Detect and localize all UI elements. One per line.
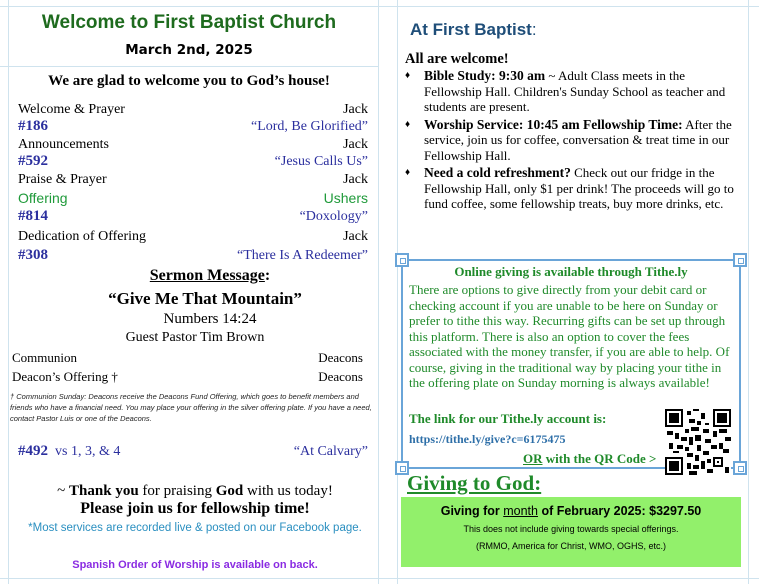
spanish-note: Spanish Order of Worship is available on back. [72,559,318,571]
sermon-heading: Sermon Message: [149,267,271,284]
order-item-hymn-308 [18,247,368,264]
recorded-note: *Most services are recorded live & posted on our Facebook page. [28,522,362,534]
hymn-title: “Doxology” [299,209,368,224]
order-item-label: Dedication of Offering [18,229,147,244]
hymn-number: #308 [18,247,48,263]
order-item-hymn-814 [18,208,368,225]
diamond-bullet-icon: ♦ [405,70,411,81]
order-item-label: Praise & Prayer [18,172,107,187]
monthly-giving-total: Giving for month of February 2025: $3297.50 [440,504,702,518]
order-item-deacons-offering [12,368,363,385]
list-item: ♦ Need a cold refreshment? Check out our fridge in the Fellowship Hall, only $1 per drink! The proceeds will go to fund coffee, some fellowship treats, buy more drinks, etc. [405,165,734,211]
sermon-pastor: Guest Pastor Tim Brown [125,330,265,345]
tithely-link[interactable]: https://tithe.ly/give?c=6175475 [409,432,566,446]
order-item-leader: Deacons [318,369,363,384]
link-heading: The link for our Tithe.ly account is: [409,411,607,426]
hymn-title: “At Calvary” [293,444,368,459]
order-item-leader: Jack [343,102,368,117]
order-item-hymn-492 [18,443,368,460]
order-item-label: Offering [18,190,68,206]
announcements-column [398,0,759,584]
order-of-worship-column [0,0,378,584]
order-item-welcome-prayer [18,101,368,118]
order-item-hymn-592 [18,153,368,170]
order-item-hymn-186 [18,118,368,135]
all-welcome-heading: All are welcome! [405,51,509,67]
communion-footnote: † Communion Sunday: Deacons receive the Deacons Fund Offering, which goes to benefit members and friends who have a financial need. You may place your offering in the silver offering plate. If you have a need, contact Pastor Luis or one of the Deacons. [10,392,372,423]
online-giving-heading: Online giving is available through Tithe.ly [454,264,688,279]
page-title: Welcome to First Baptist Church [41,12,337,33]
hymn-number: #592 [18,153,48,169]
hymn-title: “There Is A Redeemer” [237,248,368,263]
qr-code-caption: OR with the QR Code > [523,451,657,466]
fellowship-invite: Please join us for fellowship time! [80,500,310,517]
thank-you-message: ~ Thank you for praising God with us today! [57,483,333,499]
order-item-announcements [18,136,368,153]
announcement-list [405,68,740,214]
hymn-verses: vs 1, 3, & 4 [55,444,121,459]
sermon-title: “Give Me That Mountain” [108,289,302,308]
online-giving-body: There are options to give directly from your debit card or checking account if you are unable to be here on Sunday or prefer to tithe this way. Recurring gifts can be set up through this platform. There is also an option to cover the fees associated with the money transfer, if you are able to help. Of course, giving in the traditional way by placing your tithe in the offering plate on Sunday morning is always available! [409,282,730,390]
hymn-title: “Lord, Be Glorified” [250,119,368,134]
welcome-message: We are glad to welcome you to God’s house! [48,73,330,89]
diamond-bullet-icon: ♦ [405,118,411,130]
diamond-bullet-icon: ♦ [405,167,411,178]
hymn-number: #186 [18,118,48,134]
sermon-verse: Numbers 14:24 [163,311,257,327]
list-item: ♦ Worship Service: 10:45 am Fellowship Time: After the service, join us for coffee, conversation & treat time in our Fellowship Hall. [405,116,732,163]
hymn-number: #814 [18,208,48,224]
order-item-praise-prayer [18,171,368,188]
order-item-label: Welcome & Prayer [18,102,125,117]
order-item-offering [18,190,368,207]
list-item: ♦ Bible Study: 9:30 am ~ Adult Class meets in the Fellowship Hall. Children's Sunday School as teacher and students are present. [405,68,726,114]
monthly-giving-box [401,497,741,567]
order-item-communion [12,349,363,366]
order-item-leader: Deacons [318,350,363,365]
order-item-leader: Ushers [323,190,368,206]
qr-code-icon[interactable] [665,409,731,475]
hymn-title: “Jesus Calls Us” [274,154,368,169]
order-item-label: Communion [12,350,78,365]
order-item-label: Announcements [18,137,109,152]
frame-corner [733,461,747,475]
giving-note: This does not include giving towards special offerings. [463,524,679,534]
order-item-leader: Jack [343,137,368,152]
giving-note: (RMMO, America for Christ, WMO, OGHS, etc.) [475,541,666,551]
service-date: March 2nd, 2025 [125,42,253,58]
online-giving-box [401,259,741,469]
section-heading: At First Baptist: [410,20,537,39]
hymn-number: #492 [18,443,48,459]
order-item-leader: Jack [343,172,368,187]
order-item-label: Deacon’s Offering † [12,369,118,384]
order-item-dedication [18,228,368,245]
giving-heading: Giving to God: [407,471,542,495]
order-item-leader: Jack [343,229,368,244]
